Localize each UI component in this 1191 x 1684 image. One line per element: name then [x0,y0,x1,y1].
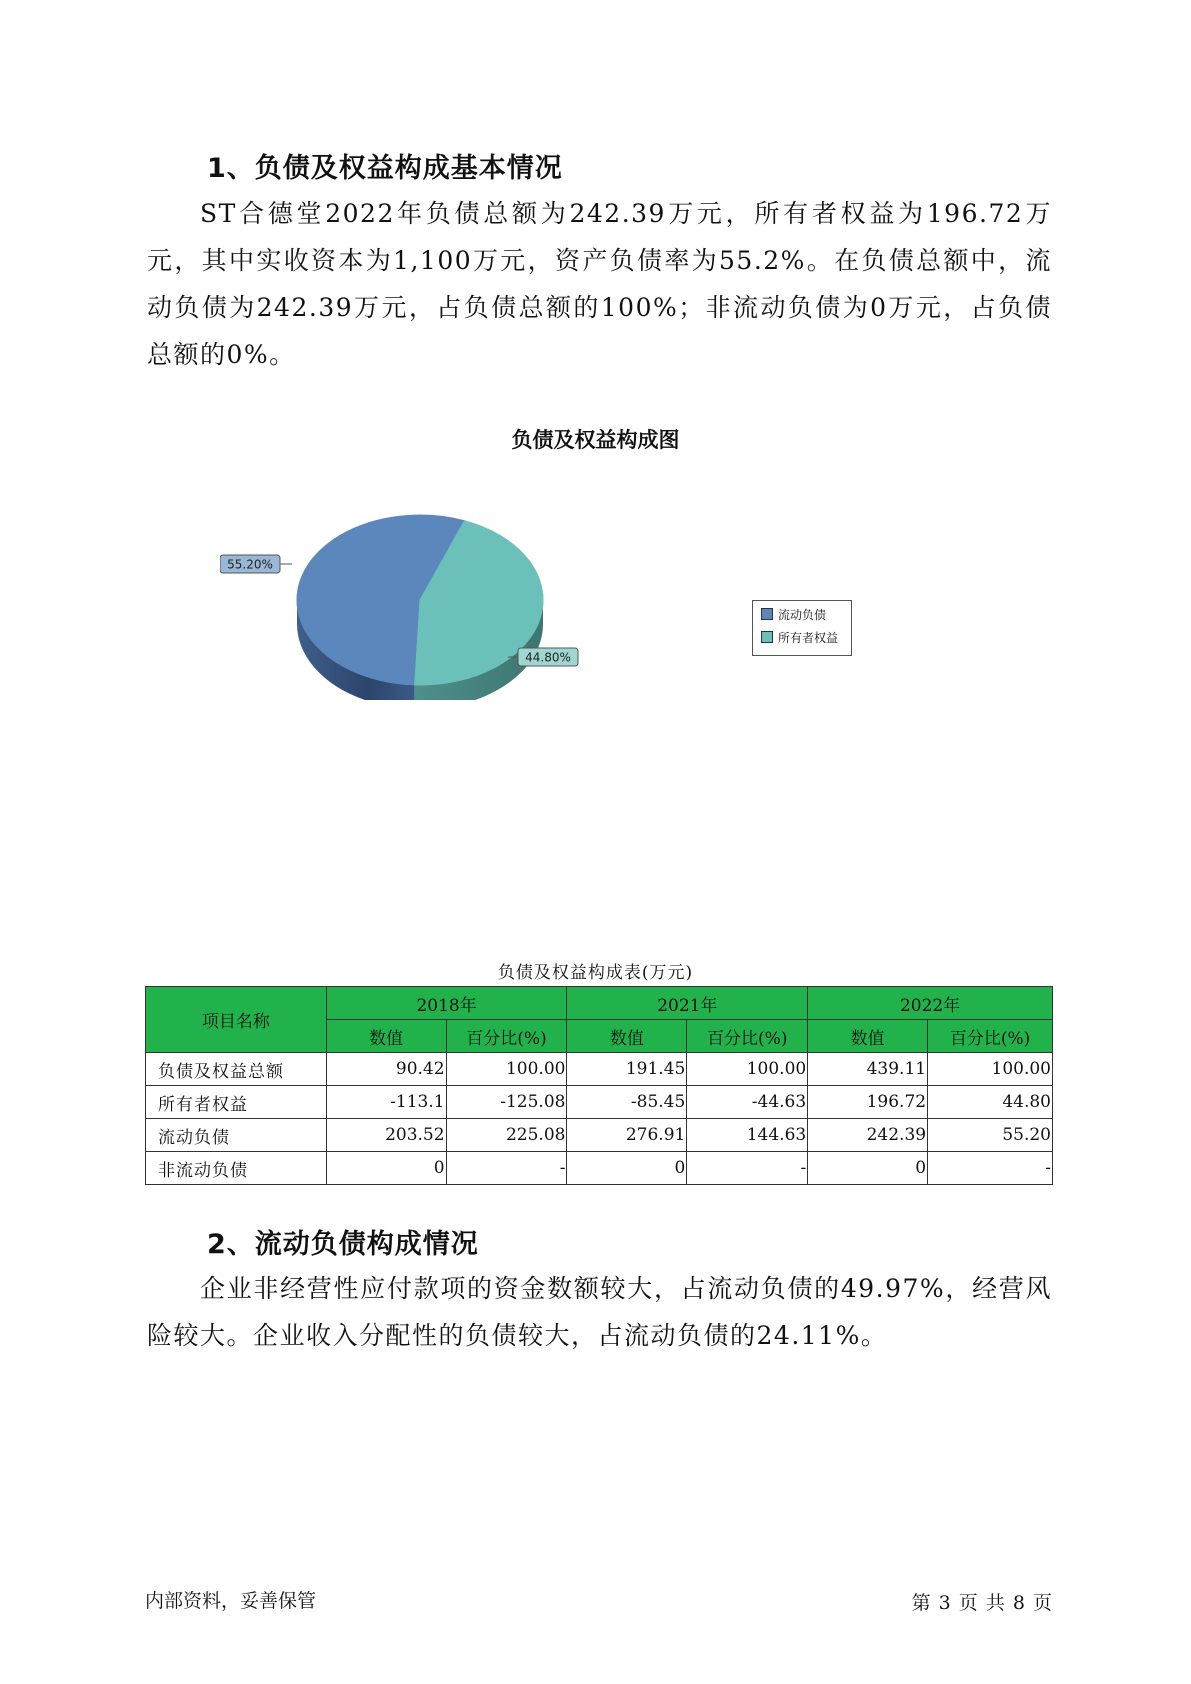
table-cell: 242.39 [808,1119,928,1152]
legend-swatch-equity [761,631,773,643]
table-cell: - [928,1152,1053,1185]
header-value: 数值 [808,1020,928,1053]
svg-text:44.80%: 44.80% [525,650,571,665]
section-1-paragraph: ST合德堂2022年负债总额为242.39万元，所有者权益为196.72万元，其中实收资本为1,100万元，资产负债率为55.2%。在负债总额中，流动负债为242.39万元，占负债总额的100%；非流动负债为0万元，占负债总额的0%。 [147,199,1052,369]
table-cell: - [687,1152,808,1185]
header-value: 数值 [326,1020,446,1053]
header-percent: 百分比(%) [446,1020,567,1053]
legend-item [761,627,851,647]
table-cell: 203.52 [326,1119,446,1152]
legend-item [761,604,851,624]
table-row [146,1086,1053,1119]
row-name: 所有者权益 [146,1086,327,1119]
table-cell: 44.80 [928,1086,1053,1119]
chart-legend [752,600,852,656]
header-percent: 百分比(%) [928,1020,1053,1053]
table-cell: 225.08 [446,1119,567,1152]
liability-equity-table [145,986,1053,1185]
table-cell: 439.11 [808,1053,928,1086]
pie-chart [220,500,600,700]
section-2-heading: 2、流动负债构成情况 [207,1229,479,1260]
table-cell: -85.45 [567,1086,687,1119]
pie-data-label [220,555,292,573]
table-cell: 0 [808,1152,928,1185]
legend-swatch-current-liabilities [761,608,773,620]
table-cell: - [446,1152,567,1185]
table-cell: -44.63 [687,1086,808,1119]
pie-data-label [508,648,578,666]
table-cell: 100.00 [446,1053,567,1086]
table-cell: -125.08 [446,1086,567,1119]
table-cell: 0 [326,1152,446,1185]
table-header-row [146,987,1053,1020]
section-2-paragraph: 企业非经营性应付款项的资金数额较大，占流动负债的49.97%，经营风险较大。企业收入分配性的负债较大，占流动负债的24.11%。 [147,1274,1052,1350]
table-cell: 191.45 [567,1053,687,1086]
table-cell: 100.00 [928,1053,1053,1086]
row-name: 流动负债 [146,1119,327,1152]
legend-label: 流动负债 [778,607,827,622]
header-percent: 百分比(%) [687,1020,808,1053]
legend-label: 所有者权益 [778,630,839,645]
table-cell: 100.00 [687,1053,808,1086]
header-item-name: 项目名称 [146,987,327,1053]
table-row [146,1152,1053,1185]
table-cell: 276.91 [567,1119,687,1152]
table-cell: 90.42 [326,1053,446,1086]
table-row [146,1053,1053,1086]
header-year: 2021年 [567,987,808,1020]
footer-page-number: 第 3 页 共 8 页 [911,1592,1053,1614]
table-cell: 196.72 [808,1086,928,1119]
header-year: 2018年 [326,987,567,1020]
table-cell: 55.20 [928,1119,1053,1152]
section-1-heading: 1、负债及权益构成基本情况 [207,153,563,184]
header-value: 数值 [567,1020,687,1053]
table-cell: 144.63 [687,1119,808,1152]
row-name: 非流动负债 [146,1152,327,1185]
table-cell: 0 [567,1152,687,1185]
table-cell: -113.1 [326,1086,446,1119]
chart-title: 负债及权益构成图 [511,428,680,452]
row-name: 负债及权益总额 [146,1053,327,1086]
svg-text:55.20%: 55.20% [227,557,273,572]
header-year: 2022年 [808,987,1053,1020]
table-row [146,1119,1053,1152]
table-caption: 负债及权益构成表(万元) [497,963,694,983]
footer-confidential-note: 内部资料，妥善保管 [145,1590,317,1612]
